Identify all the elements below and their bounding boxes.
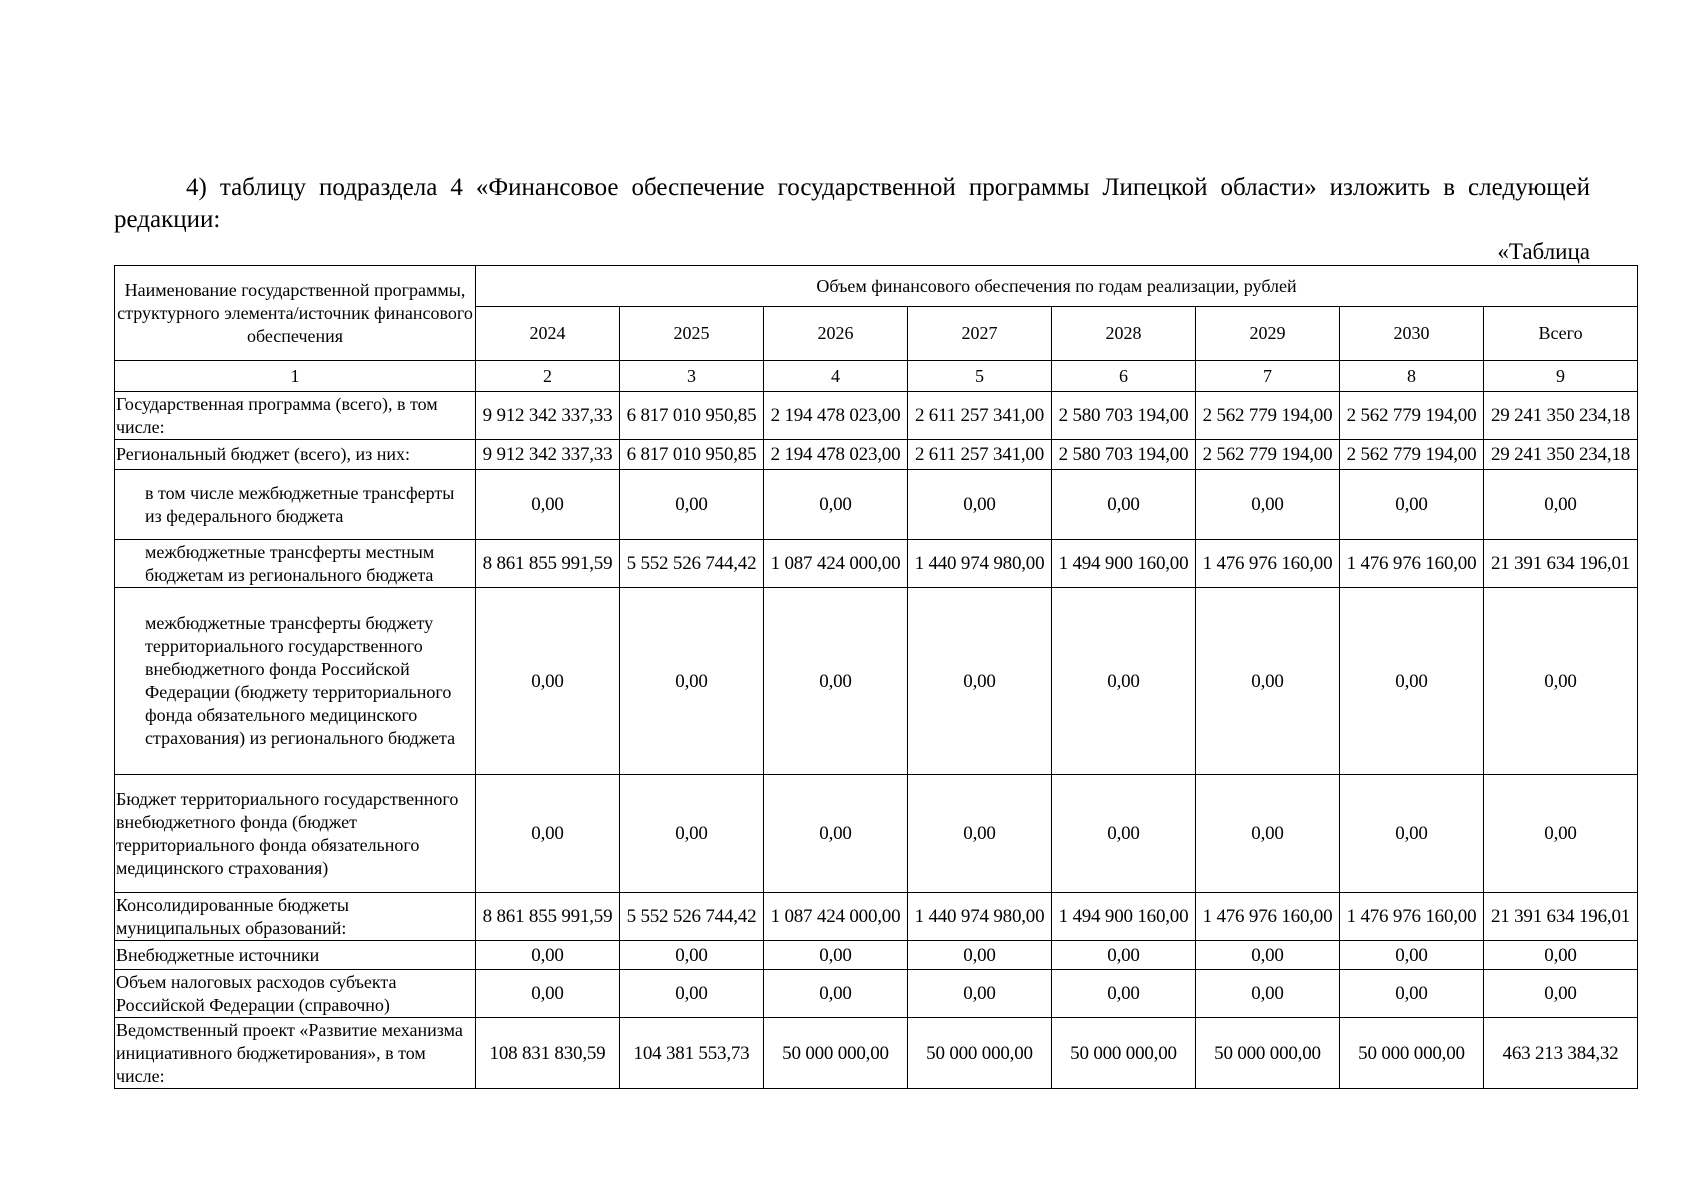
value-cell: 0,00 [1340,970,1484,1018]
header-year-cell: 2029 [1196,307,1340,361]
value-cell: 463 213 384,32 [1484,1018,1638,1089]
value-cell: 0,00 [764,588,908,775]
value-cell: 0,00 [1484,941,1638,970]
value-cell: 0,00 [620,588,764,775]
value-cell: 0,00 [908,941,1052,970]
value-cell: 2 580 703 194,00 [1052,392,1196,440]
value-cell: 9 912 342 337,33 [476,392,620,440]
value-cell: 1 087 424 000,00 [764,893,908,941]
table-row [115,1018,1638,1089]
value-cell: 1 440 974 980,00 [908,893,1052,941]
value-cell: 5 552 526 744,42 [620,893,764,941]
value-cell: 2 194 478 023,00 [764,440,908,470]
header-year-cell: 2026 [764,307,908,361]
value-cell: 0,00 [1052,941,1196,970]
row-name-cell: Бюджет территориального государственного внебюджетного фонда (бюджет территориального фонда обязательного медицинского страхования) [115,775,476,893]
value-cell: 1 476 976 160,00 [1196,540,1340,588]
value-cell: 8 861 855 991,59 [476,893,620,941]
value-cell: 0,00 [620,470,764,540]
value-cell: 108 831 830,59 [476,1018,620,1089]
value-cell: 0,00 [620,775,764,893]
value-cell: 0,00 [908,970,1052,1018]
column-number-cell: 9 [1484,361,1638,392]
value-cell: 29 241 350 234,18 [1484,440,1638,470]
value-cell: 0,00 [1196,775,1340,893]
value-cell: 2 611 257 341,00 [908,440,1052,470]
header-row-group [115,266,1638,307]
header-year-cell: 2030 [1340,307,1484,361]
value-cell: 1 494 900 160,00 [1052,893,1196,941]
value-cell: 0,00 [1196,941,1340,970]
value-cell: 1 476 976 160,00 [1340,893,1484,941]
table-row [115,588,1638,775]
value-cell: 0,00 [908,470,1052,540]
value-cell: 2 194 478 023,00 [764,392,908,440]
column-number-cell: 4 [764,361,908,392]
value-cell: 0,00 [764,941,908,970]
value-cell: 5 552 526 744,42 [620,540,764,588]
header-year-cell: 2025 [620,307,764,361]
value-cell: 0,00 [764,970,908,1018]
row-name-cell: межбюджетные трансферты местным бюджетам из регионального бюджета [115,540,476,588]
value-cell: 0,00 [1052,588,1196,775]
intro-paragraph [114,172,1590,236]
value-cell: 2 580 703 194,00 [1052,440,1196,470]
value-cell: 0,00 [1340,588,1484,775]
value-cell: 0,00 [476,775,620,893]
column-number-cell: 7 [1196,361,1340,392]
value-cell: 0,00 [908,588,1052,775]
row-name-cell: Консолидированные бюджеты муниципальных образований: [115,893,476,941]
column-number-row [115,361,1638,392]
column-number-cell: 3 [620,361,764,392]
value-cell: 50 000 000,00 [1340,1018,1484,1089]
value-cell: 1 440 974 980,00 [908,540,1052,588]
value-cell: 21 391 634 196,01 [1484,540,1638,588]
value-cell: 50 000 000,00 [1196,1018,1340,1089]
column-number-cell: 8 [1340,361,1484,392]
value-cell: 2 562 779 194,00 [1196,440,1340,470]
table-row [115,470,1638,540]
table-row [115,970,1638,1018]
table-row [115,540,1638,588]
column-number-cell: 5 [908,361,1052,392]
value-cell: 0,00 [476,970,620,1018]
value-cell: 0,00 [764,470,908,540]
value-cell: 0,00 [620,941,764,970]
value-cell: 0,00 [1052,775,1196,893]
value-cell: 0,00 [1196,970,1340,1018]
value-cell: 0,00 [1052,970,1196,1018]
value-cell: 29 241 350 234,18 [1484,392,1638,440]
value-cell: 0,00 [908,775,1052,893]
column-number-cell: 2 [476,361,620,392]
value-cell: 0,00 [1340,775,1484,893]
value-cell: 0,00 [1052,470,1196,540]
value-cell: 6 817 010 950,85 [620,392,764,440]
value-cell: 1 494 900 160,00 [1052,540,1196,588]
value-cell: 0,00 [1340,470,1484,540]
value-cell: 1 476 976 160,00 [1196,893,1340,941]
value-cell: 8 861 855 991,59 [476,540,620,588]
value-cell: 0,00 [1484,970,1638,1018]
header-year-cell: 2024 [476,307,620,361]
value-cell: 0,00 [1196,588,1340,775]
row-name-cell: Объем налоговых расходов субъекта Российской Федерации (справочно) [115,970,476,1018]
header-name-cell: Наименование государственной программы, структурного элемента/источник финансового обеспечения [115,266,476,361]
value-cell: 50 000 000,00 [1052,1018,1196,1089]
value-cell: 1 087 424 000,00 [764,540,908,588]
table-row [115,893,1638,941]
value-cell: 0,00 [476,588,620,775]
value-cell: 0,00 [1484,588,1638,775]
table-caption: «Таблица [1497,239,1590,264]
table-row [115,941,1638,970]
row-name-cell: Внебюджетные источники [115,941,476,970]
row-name-cell: межбюджетные трансферты бюджету территориального государственного внебюджетного фонда Российской Федерации (бюджету территориального фонда обязательного медицинского страхования) из регионального бюджета [115,588,476,775]
value-cell: 0,00 [476,941,620,970]
row-name-cell: Ведомственный проект «Развитие механизма инициативного бюджетирования», в том числе: [115,1018,476,1089]
value-cell: 2 562 779 194,00 [1340,392,1484,440]
value-cell: 0,00 [620,970,764,1018]
value-cell: 50 000 000,00 [908,1018,1052,1089]
row-name-cell: Государственная программа (всего), в том числе: [115,392,476,440]
value-cell: 50 000 000,00 [764,1018,908,1089]
value-cell: 0,00 [476,470,620,540]
column-number-cell: 1 [115,361,476,392]
table-row [115,775,1638,893]
value-cell: 0,00 [1196,470,1340,540]
header-group-cell: Объем финансового обеспечения по годам реализации, рублей [476,266,1638,307]
header-year-cell: 2028 [1052,307,1196,361]
value-cell: 21 391 634 196,01 [1484,893,1638,941]
value-cell: 0,00 [1484,775,1638,893]
value-cell: 0,00 [1484,470,1638,540]
header-year-cell: 2027 [908,307,1052,361]
value-cell: 0,00 [1340,941,1484,970]
row-name-cell: в том числе межбюджетные трансферты из федерального бюджета [115,470,476,540]
value-cell: 2 562 779 194,00 [1196,392,1340,440]
table-row [115,440,1638,470]
header-total-cell: Всего [1484,307,1638,361]
row-name-cell: Региональный бюджет (всего), из них: [115,440,476,470]
intro-text: 4) таблицу подраздела 4 «Финансовое обеспечение государственной программы Липецкой области» изложить в следующей редакции: [114,174,1590,233]
value-cell: 2 562 779 194,00 [1340,440,1484,470]
column-number-cell: 6 [1052,361,1196,392]
value-cell: 6 817 010 950,85 [620,440,764,470]
value-cell: 9 912 342 337,33 [476,440,620,470]
value-cell: 104 381 553,73 [620,1018,764,1089]
value-cell: 2 611 257 341,00 [908,392,1052,440]
value-cell: 0,00 [764,775,908,893]
value-cell: 1 476 976 160,00 [1340,540,1484,588]
table-row [115,392,1638,440]
financing-table [114,265,1638,1089]
